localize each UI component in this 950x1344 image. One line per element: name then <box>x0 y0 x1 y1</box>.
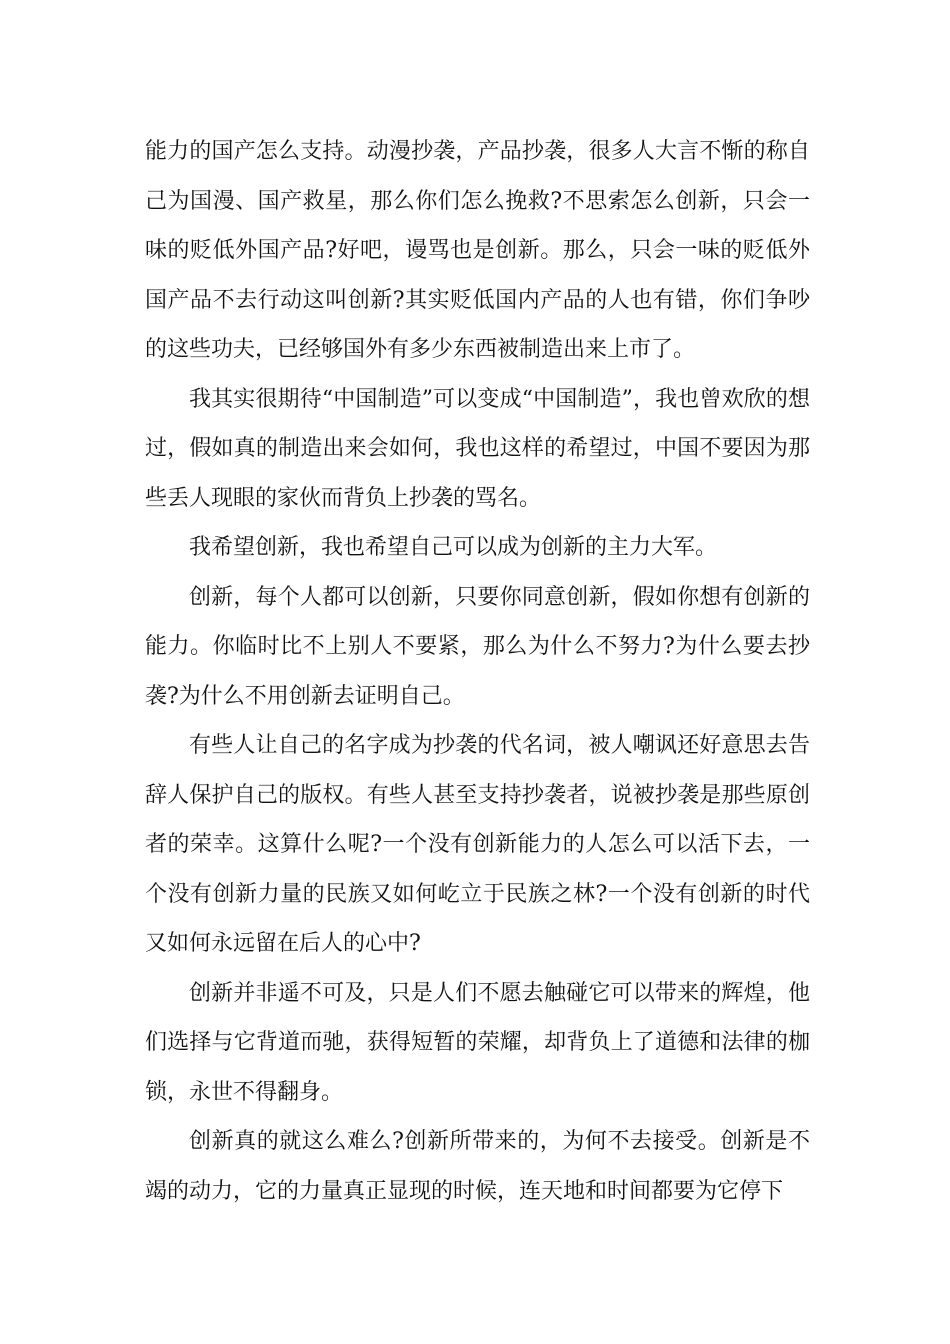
paragraph-7: 创新真的就这么难么?创新所带来的，为何不去接受。创新是不竭的动力，它的力量真正显现的时候，连天地和时间都要为它停下 <box>145 1129 810 1204</box>
paragraph-4: 创新，每个人都可以创新，只要你同意创新，假如你想有创新的能力。你临时比不上别人不要紧，那么为什么不努力?为什么要去抄袭?为什么不用创新去证明自己。 <box>145 584 810 709</box>
paragraph-1: 能力的国产怎么支持。动漫抄袭，产品抄袭，很多人大言不惭的称自己为国漫、国产救星，那么你们怎么挽救?不思索怎么创新，只会一味的贬低外国产品?好吧，谩骂也是创新。那么，只会一味的贬低外国产品不去行动这叫创新?其实贬低国内产品的人也有错，你们争吵的这些功夫，已经够国外有多少东西被制造出来上市了。 <box>145 139 810 362</box>
document-body <box>145 127 810 1216</box>
paragraph-6: 创新并非遥不可及，只是人们不愿去触碰它可以带来的辉煌，他们选择与它背道而驰，获得短暂的荣耀，却背负上了道德和法律的枷锁，永世不得翻身。 <box>145 980 810 1105</box>
paragraph-3: 我希望创新，我也希望自己可以成为创新的主力大军。 <box>189 535 718 560</box>
paragraph-5: 有些人让自己的名字成为抄袭的代名词，被人嘲讽还好意思去告辞人保护自己的版权。有些人甚至支持抄袭者，说被抄袭是那些原创者的荣幸。这算什么呢?一个没有创新能力的人怎么可以活下去，一个没有创新力量的民族又如何屹立于民族之林?一个没有创新的时代又如何永远留在后人的心中? <box>145 733 810 956</box>
paragraph-2: 我其实很期待“中国制造”可以变成“中国制造”，我也曾欢欣的想过，假如真的制造出来会如何，我也这样的希望过，中国不要因为那些丢人现眼的家伙而背负上抄袭的骂名。 <box>145 386 810 511</box>
